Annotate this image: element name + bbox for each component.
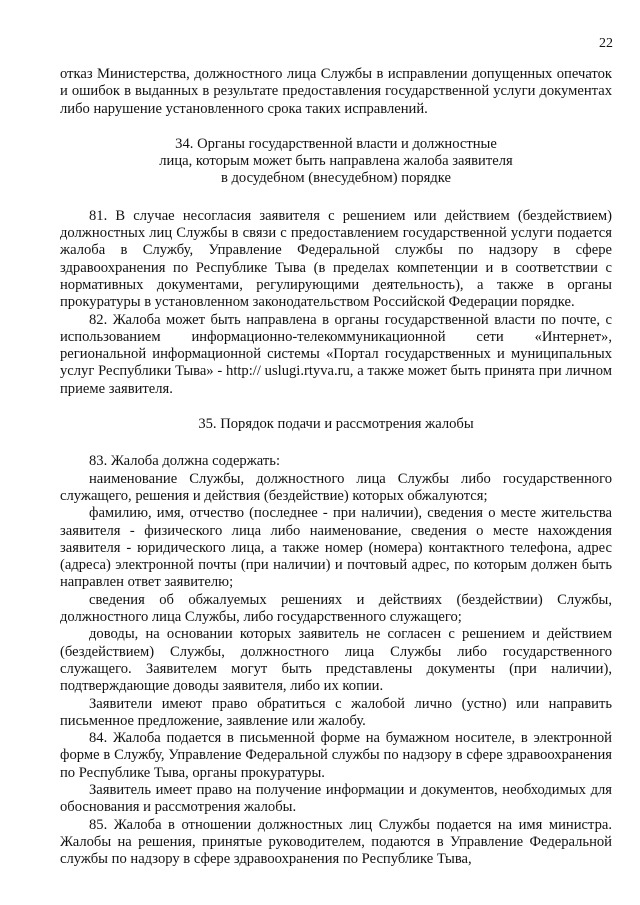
document-body	[60, 66, 612, 868]
section-34-heading-line: лица, которым может быть направлена жалоба заявителя	[159, 153, 513, 170]
paragraph-83-item: фамилию, имя, отчество (последнее - при наличии), сведения о месте жительства заявителя - физического лица либо наименование, сведения о месте нахождения заявителя - юридического лица, а также номер (номера) контактного телефона, адрес (адреса) электронной почты (при наличии) и почтовый адрес, по которым должен быть направлен ответ заявителю;	[60, 505, 612, 591]
page-number: 22	[599, 36, 613, 51]
paragraph-continuation: отказ Министерства, должностного лица Службы в исправлении допущенных опечаток и ошибок в выданных в результате предоставления государственной услуги документах либо нарушение установленного срока таких исправлений.	[60, 66, 612, 117]
paragraph-82: 82. Жалоба может быть направлена в органы государственной власти по почте, с использованием информационно-телекоммуникационной сети «Интернет», региональной информационной системы «Портал государственных и муниципальных услуг Республики Тыва» - http:// uslugi.rtyva.ru, а также может быть принята при личном приеме заявителя.	[60, 311, 612, 397]
paragraph-81: 81. В случае несогласия заявителя с решением или действием (бездействием) должностных лиц Службы в связи с предоставлением государственной услуги подается жалоба в Службу, Управление Федеральной службы по надзору в сфере здравоохранения по Республике Тыва (в пределах компетенции и в соответствии с нормативных документами, регулирующими деятельность), а также в органы прокуратуры в установленном законодательством Российской Федерации порядке.	[60, 207, 612, 311]
section-35-heading-line: 35. Порядок подачи и рассмотрения жалобы	[198, 416, 474, 433]
paragraph-83-item: наименование Службы, должностного лица Службы либо государственного служащего, решения и действия (бездействие) которых обжалуются;	[60, 470, 612, 504]
paragraph-85: 85. Жалоба в отношении должностных лиц Службы подается на имя министра. Жалобы на решения, принятые руководителем, подаются в Управление Федеральной службы по надзору в сфере здравоохранения по Республике Тыва,	[60, 816, 612, 868]
paragraph-83-item: доводы, на основании которых заявитель не согласен с решением и действием (бездействием) Службы, должностного лица Службы либо государственного служащего. Заявителем могут быть представлены документы (при наличии), подтверждающие доводы заявителя, либо их копии.	[60, 626, 612, 695]
section-35-heading	[60, 416, 612, 433]
paragraph-information-right: Заявитель имеет право на получение информации и документов, необходимых для обоснования и рассмотрения жалобы.	[60, 781, 612, 816]
section-34-heading	[60, 136, 612, 188]
section-34-heading-line: в досудебном (внесудебном) порядке	[220, 170, 452, 187]
paragraph-applicants-right: Заявители имеют право обратиться с жалобой лично (устно) или направить письменное предложение, заявление или жалобу.	[60, 695, 612, 729]
paragraph-83-item: сведения об обжалуемых решениях и действиях (бездействии) Службы, должностного лица Службы, либо государственного служащего;	[60, 591, 612, 626]
paragraph-83: 83. Жалоба должна содержать:	[89, 453, 280, 470]
section-34-heading-line: 34. Органы государственной власти и должностные	[175, 135, 497, 152]
paragraph-84: 84. Жалоба подается в письменной форме на бумажном носителе, в электронной форме в Службу, Управление Федеральной службы по надзору в сфере здравоохранения по Республике Тыва, органы прокуратуры.	[60, 730, 612, 781]
